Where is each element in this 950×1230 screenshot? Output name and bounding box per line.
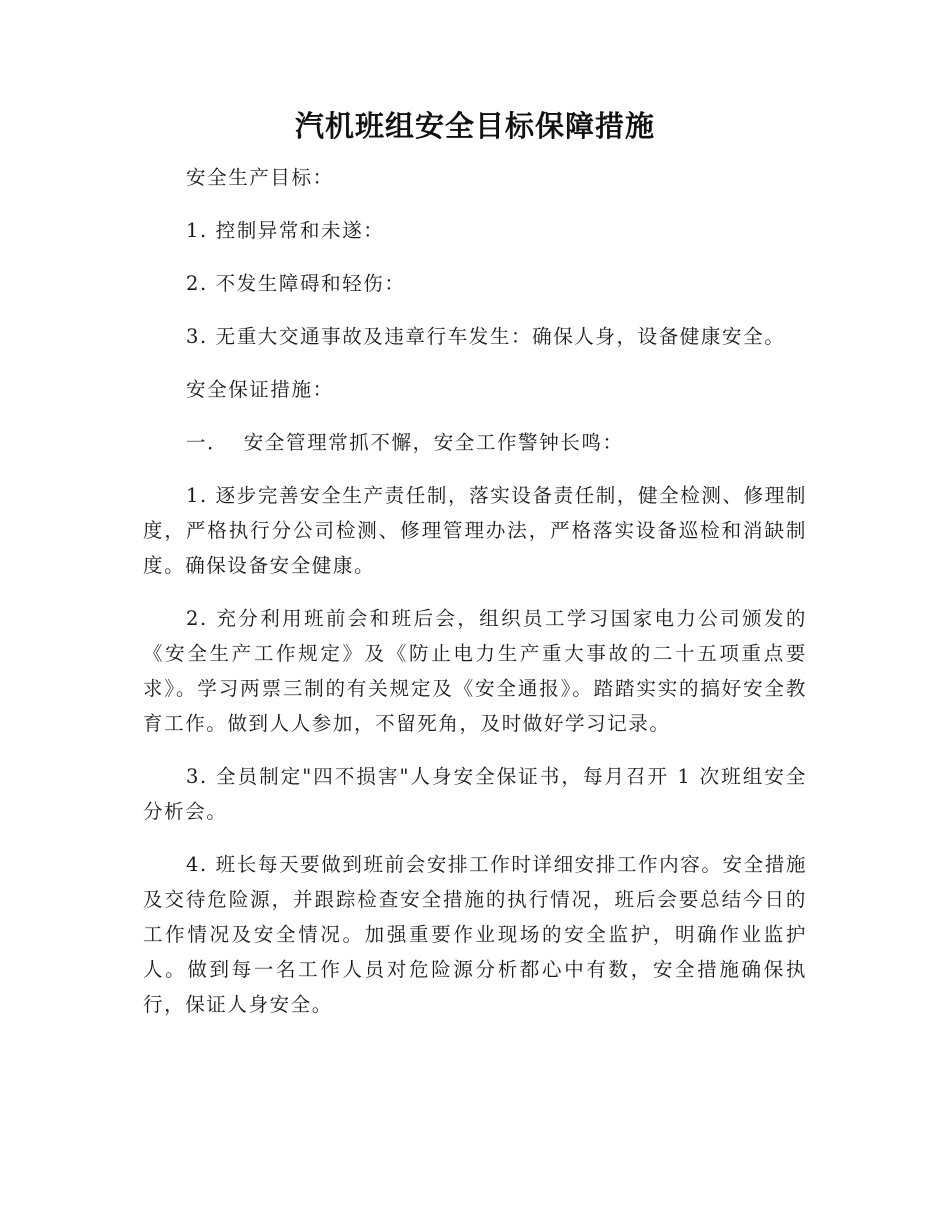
paragraph-measure-1: 1. 逐步完善安全生产责任制，落实设备责任制，健全检测、修理制度，严格执行分公司检测、修理管理办法，严格落实设备巡检和消缺制度。确保设备安全健康。 <box>143 483 807 577</box>
paragraph-measure-3: 3. 全员制定"四不损害"人身安全保证书，每月召开 1 次班组安全分析会。 <box>143 764 807 823</box>
paragraph-goal-1: 1. 控制异常和未遂： <box>186 218 385 242</box>
paragraph-safety-goal-heading: 安全生产目标： <box>186 165 334 189</box>
paragraph-measure-2: 2. 充分利用班前会和班后会，组织员工学习国家电力公司颁发的《安全生产工作规定》及《防止电力生产重大事故的二十五项重点要求》。学习两票三制的有关规定及《安全通报》。踏踏实实的搞好安全教育工作。做到人人参加，不留死角，及时做好学习记录。 <box>143 606 807 735</box>
document-title: 汽机班组安全目标保障措施 <box>294 109 655 143</box>
paragraph-section-one-heading: 一． 安全管理常抓不懈，安全工作警钟长鸣： <box>186 430 624 454</box>
paragraph-goal-2: 2. 不发生障碍和轻伤： <box>186 271 406 295</box>
paragraph-measure-4: 4. 班长每天要做到班前会安排工作时详细安排工作内容。安全措施及交待危险源，并跟踪检查安全措施的执行情况，班后会要总结今日的工作情况及安全情况。加强重要作业现场的安全监护，明确作业监护人。做到每一名工作人员对危险源分析都心中有数，安全措施确保执行，保证人身安全。 <box>143 852 807 1016</box>
paragraph-goal-3: 3. 无重大交通事故及违章行车发生：确保人身，设备健康安全。 <box>186 324 786 348</box>
paragraph-measures-heading: 安全保证措施： <box>186 377 334 401</box>
